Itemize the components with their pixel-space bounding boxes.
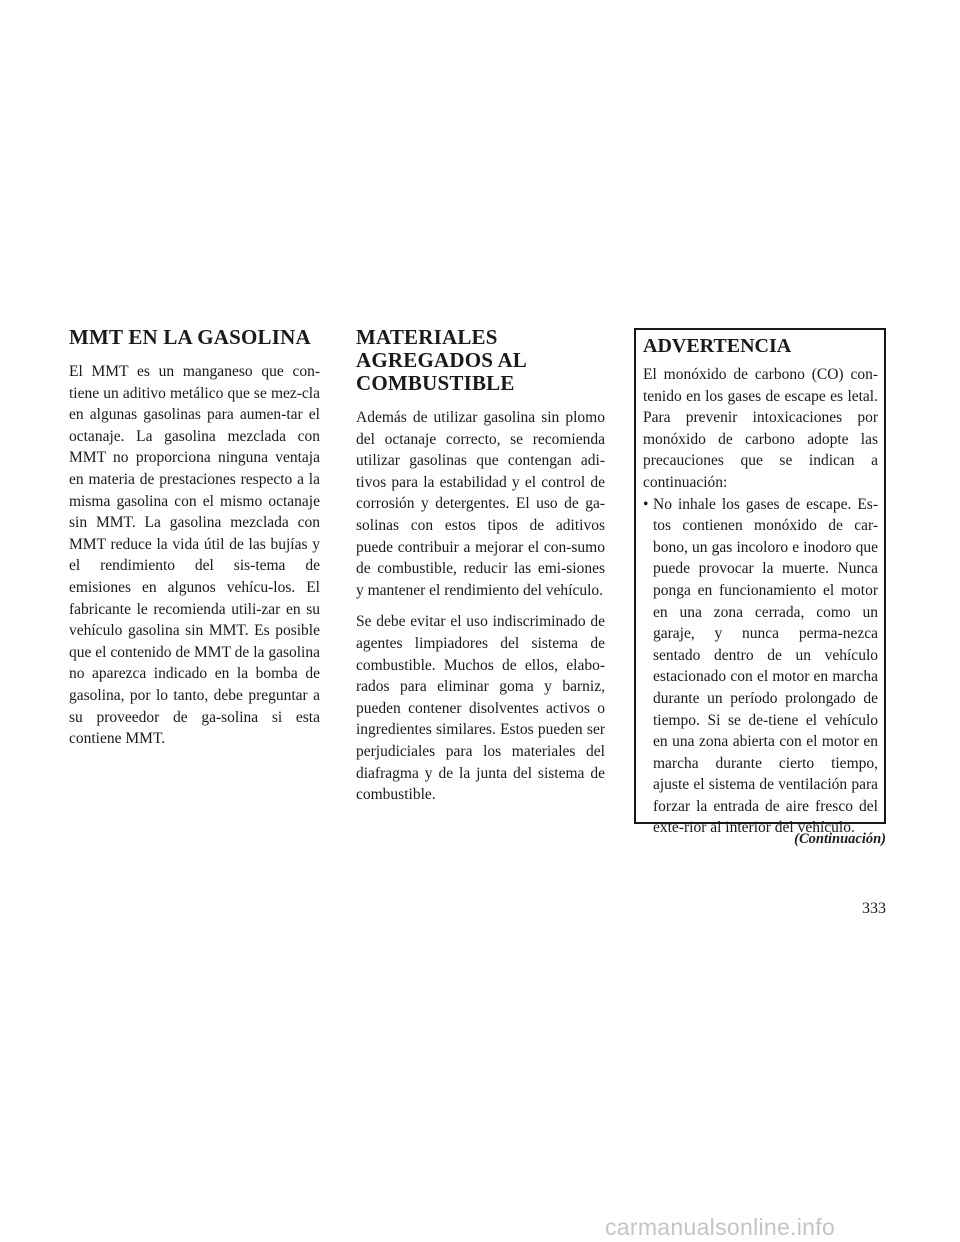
section-mmt bbox=[69, 326, 320, 760]
warning-box bbox=[634, 328, 886, 837]
warning-bullet-item bbox=[643, 494, 878, 840]
body-paragraph: Además de utilizar gasolina sin plomo del octanaje correcto, se recomienda utilizar gasolinas que contengan adi-tivos para la estabilidad y el control de corrosión y detergentes. El uso de ga-solinas con estos tipos de aditivos puede contribuir a mejorar el con-sumo de combustible, reducir las emi-siones y mantener el rendimiento del vehículo. bbox=[356, 409, 605, 599]
section-aditivos bbox=[356, 326, 605, 816]
continuation-note: (Continuación) bbox=[794, 831, 886, 847]
warning-intro: El monóxido de carbono (CO) con-tenido en los gases de escape es letal. Para prevenir intoxicaciones por monóxido de carbono adopte las precauciones que se indican a continuación: bbox=[643, 366, 878, 491]
page-number: 333 bbox=[862, 900, 886, 917]
body-paragraph: El MMT es un manganeso que con-tiene un aditivo metálico que se mez-cla en algunas gasolinas para aumen-tar el octanaje. La gasolina mezclada con MMT no proporciona ninguna ventaja en materia de prestaciones respecto a la misma gasolina con el mismo octanaje sin MMT. La gasolina mezclada con MMT reduce la vida útil de las bujías y el rendimiento del sis-tema de emisiones en algunos vehícu-los. El fabricante le recomienda utili-zar en su vehículo gasolina sin MMT. Es posible que el contenido de MMT de la gasolina no aparezca indicado en la bomba de gasolina, por lo tanto, debe preguntar a su proveedor de ga-solina si esta contiene MMT. bbox=[69, 363, 320, 748]
section-heading: MATERIALES AGREGADOS AL COMBUSTIBLE bbox=[356, 325, 526, 395]
warning-title: ADVERTENCIA bbox=[643, 335, 792, 357]
body-paragraph: Se debe evitar el uso indiscriminado de agentes limpiadores del sistema de combustible. Muchos de ellos, elabo-rados para eliminar goma y barniz, pueden contener disolventes activos o ingredientes similares. Estos pueden ser perjudiciales para los materiales del diafragma y de la junta del sistema de combustible. bbox=[356, 613, 605, 804]
bullet-icon: • bbox=[643, 495, 649, 513]
section-heading: MMT EN LA GASOLINA bbox=[69, 325, 311, 349]
warning-bullet-text: No inhale los gases de escape. Es-tos contienen monóxido de car-bono, un gas incoloro e inodoro que puede provocar la muerte. Nunca ponga en funcionamiento el motor en una zona cerrada, como un garaje, y nunca perma-nezca sentado dentro de un vehículo estacionado con el motor en marcha durante un período prolongado de tiempo. Si se de-tiene el vehículo en una zona abierta con el motor en marcha durante cierto tiempo, ajuste el sistema de ventilación para forzar la entrada de aire fresco del exte-rior al interior del vehículo. bbox=[653, 495, 878, 837]
watermark-logo: carmanualsonline.info bbox=[605, 1214, 836, 1240]
